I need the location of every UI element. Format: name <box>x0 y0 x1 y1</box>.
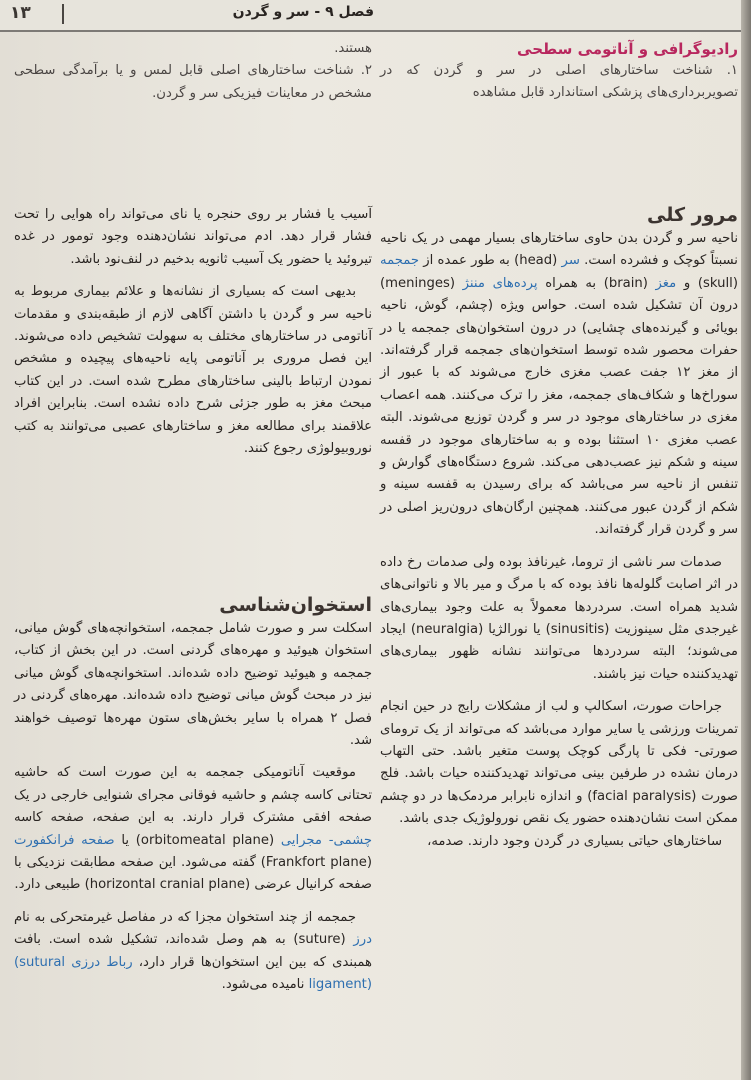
term-en-neuralgia: (neuralgia) <box>410 621 484 637</box>
term-en-head: (head) <box>514 253 558 269</box>
text-span: درون آن تشکیل شده است. حواس ویژه (چشم، گوش، ناحیه بویائی و گیرنده‌های چشایی) در درون استخوان‌های جمجمه یا در حفرات محصور شده توسط استخوان‌های جمجمه قرار گرفته‌اند. از مغز ۱۲ جفت عصب مغزی خارج می‌شوند که با عبور از سوراخ‌ها و شکاف‌های جمجمه، مغز را ترک می‌کنند. همه اعصاب مغزی در ساختارهای موجود در سر و گردن توزیع می‌شوند. البته عصب مغزی ۱۰ استثنا بوده و به ساختارهای موجود در قفسه سینه و شکم نیز عصب‌دهی می‌کند. شروع دستگاه‌های گوارش و تنفس از ناحیه سر می‌باشد که برای رسیدن به قفسه سینه و شکم از گردن عبور می‌کنند. همچنین ارگان‌های درون‌ریز اصلی در سر و گردن قرار گرفته‌اند. <box>380 298 738 538</box>
overview-paragraph-1 <box>380 228 738 542</box>
osteology-paragraph-3 <box>14 907 372 997</box>
term-en-facial-paralysis: (facial paralysis) <box>587 788 697 804</box>
overview-paragraph-2 <box>380 552 738 686</box>
spacer <box>14 897 372 907</box>
term-sutural-ligament: رباط درزی <box>71 954 133 970</box>
text-span: ناحیه سر و گردن بدن حاوی ساختارهای بسیار مهمی در یک ناحیه نسبتاً کوچک و فشرده است. <box>380 231 738 269</box>
overview-section <box>380 202 738 853</box>
spacer <box>380 542 738 552</box>
term-en-brain: (brain) <box>603 275 648 291</box>
text-span: و اندازه نابرابر مردمک‌ها در دو چشم ممکن است نشان‌دهنده حضور یک نقص نورولوژیک جدی باشد. <box>380 788 738 827</box>
objectives-heading: رادیوگرافی و آناتومی سطحی <box>517 40 738 58</box>
text-span: موقعیت آناتومیکی جمجمه به این صورت است که حاشیه تحتانی کاسه چشم و حاشیه فوقانی مجرای شنوایی خارجی در یک صفحه افقی مشترک قرار دارند. به این صفحه، صفحه کاسه <box>14 765 372 826</box>
term-frankfort: صفحه فرانکفورت <box>14 832 115 848</box>
term-en-sutural-ligament: (sutural ligament) <box>14 954 372 993</box>
objective-2: ۲. شناخت ساختارهای اصلی قابل لمس و یا برآمدگی سطحی مشخص در معاینات فیزیکی سر و گردن. <box>14 63 372 101</box>
term-en-frankfort: (Frankfort plane) <box>260 855 372 871</box>
osteology-heading: استخوان‌شناسی <box>219 594 372 616</box>
text-span: جمجمه از چند استخوان مجزا که در مفاصل غیرمتحرکی به نام <box>14 909 356 925</box>
page-number: ۱۳ <box>10 3 31 23</box>
osteology-section <box>14 592 372 997</box>
term-skull: جمجمه <box>380 253 419 269</box>
spacer <box>380 686 738 696</box>
page-edge-shadow <box>741 0 751 1080</box>
text-span: صدمات سر ناشی از تروما، غیرنافذ بوده ولی صدمات رخ داده در اثر اصابت گلوله‌ها نافذ بوده که با مرگ و میر بالا و ناتوانی‌های شدید همراه است. سردردها معمولاً به علت وجود بیماری‌های غیرجدی مثل سینوزیت <box>380 554 738 637</box>
spacer <box>14 271 372 281</box>
objective-1-continued: هستند. <box>334 41 372 56</box>
text-span: جراحات صورت، اسکالپ و لب از مشکلات رایج در حین انجام تمرینات ورزشی یا سایر موارد می‌باشد که می‌تواند از یک ترومای صورتی- فکی تا پارگی کوچک پوست متغیر باشد. حتی التهاب درمان نشده در طرفین بینی می‌تواند تهدیدکننده حیات باشد. فلج صورت <box>380 699 738 804</box>
overview-paragraph-4: ساختارهای حیاتی بسیاری در گردن وجود دارند. صدمه، <box>427 833 722 849</box>
term-head: سر <box>561 253 580 269</box>
header-separator <box>62 4 64 24</box>
running-header <box>0 0 751 32</box>
overview-paragraph-6: بدیهی است که بسیاری از نشانه‌ها و علائم بیماری مربوط به ناحیه سر و گردن با داشتن آگاهی لازم از طبقه‌بندی و مقدمات آناتومی در ساختارهای مختلف به سهولت تشخیص داده می‌شوند. این فصل مروری بر آناتومی پایه ناحیه‌های پیچیده و مشخص نمودن ارتباط بالینی ساختارهای مطرح شده است. در این کتاب مبحث مغز به طور جزئی شرح داده نشده است. بنابراین افراد علاقمند برای مطالعه مغز و ساختارهای عصبی می‌توانند به کتب نوروبیولوژی رجوع کنند. <box>14 284 372 457</box>
chapter-title: فصل ۹ - سر و گردن <box>232 4 374 20</box>
text-span: ایجاد می‌شوند؛ البته سردردها می‌توانند نشانه ظهور بیماری‌های تهدیدکننده حیات نیز باشند. <box>380 621 738 682</box>
objective-1: ۱. شناخت ساختارهای اصلی در سر و گردن که در تصویربرداری‌های پزشکی استاندارد قابل مشاهده <box>380 63 738 101</box>
term-en-orbitomeatal: (orbitomeatal plane) <box>135 832 275 848</box>
objectives-left <box>14 38 372 105</box>
text-span: یا <box>121 832 130 848</box>
osteology-paragraph-1: اسکلت سر و صورت شامل جمجمه، استخوانچه‌های گوش میانی، استخوان هیوئید و مهره‌های گردنی است. در این بخش از کتاب، جمجمه و هیوئید توضیح داده شده‌اند. استخوانچه‌های گوش میانی نیز در مبحث گوش میانی توضیح داده شده‌اند. مهره‌های گردنی در فصل ۲ همراه با سایر بخش‌های ستون مهره‌ها توصیف خواهند شد. <box>14 621 372 749</box>
overview-continued <box>14 204 372 460</box>
text-span: طبیعی دارد. <box>14 877 81 893</box>
text-span: به هم وصل شده‌اند، تشکیل شده است. بافت همبندی که بین این استخوان‌ها قرار دارد، <box>14 932 372 970</box>
term-en-sinusitis: (sinusitis) <box>545 621 610 637</box>
overview-heading: مرور کلی <box>647 204 738 226</box>
term-brain: مغز <box>655 275 677 291</box>
objectives-right <box>380 38 738 105</box>
text-span: و <box>683 275 691 291</box>
text-span: گفته می‌شود. این صفحه مطابقت نزدیکی با صفحه کرانیال عرضی <box>14 855 372 893</box>
overview-paragraph-5: آسیب یا فشار بر روی حنجره یا نای می‌تواند راه هوایی را تحت فشار قرار دهد. ادم می‌تواند نشان‌دهنده وجود تومور در غده تیروئید یا حضور یک آسیب ثانویه بدخیم در لنف‌نود باشد. <box>14 207 372 267</box>
term-en-suture: (suture) <box>293 932 346 948</box>
term-en-horizontal-cranial: (horizontal cranial plane) <box>84 877 251 893</box>
term-suture: درز <box>353 932 372 948</box>
term-en-meninges: (meninges) <box>380 275 455 291</box>
osteology-paragraph-2 <box>14 762 372 896</box>
text-span: یا نورالژیا <box>488 621 541 637</box>
spacer <box>14 752 372 762</box>
term-orbitomeatal: چشمی- مجرایی <box>280 832 372 848</box>
term-en-skull: (skull) <box>697 275 738 291</box>
overview-paragraph-3 <box>380 696 738 830</box>
text-span: به طور عمده از <box>423 253 510 269</box>
term-meninges: پرده‌های مننژ <box>462 275 538 291</box>
text-span: نامیده می‌شود. <box>221 977 305 993</box>
text-span: به همراه <box>545 275 597 291</box>
